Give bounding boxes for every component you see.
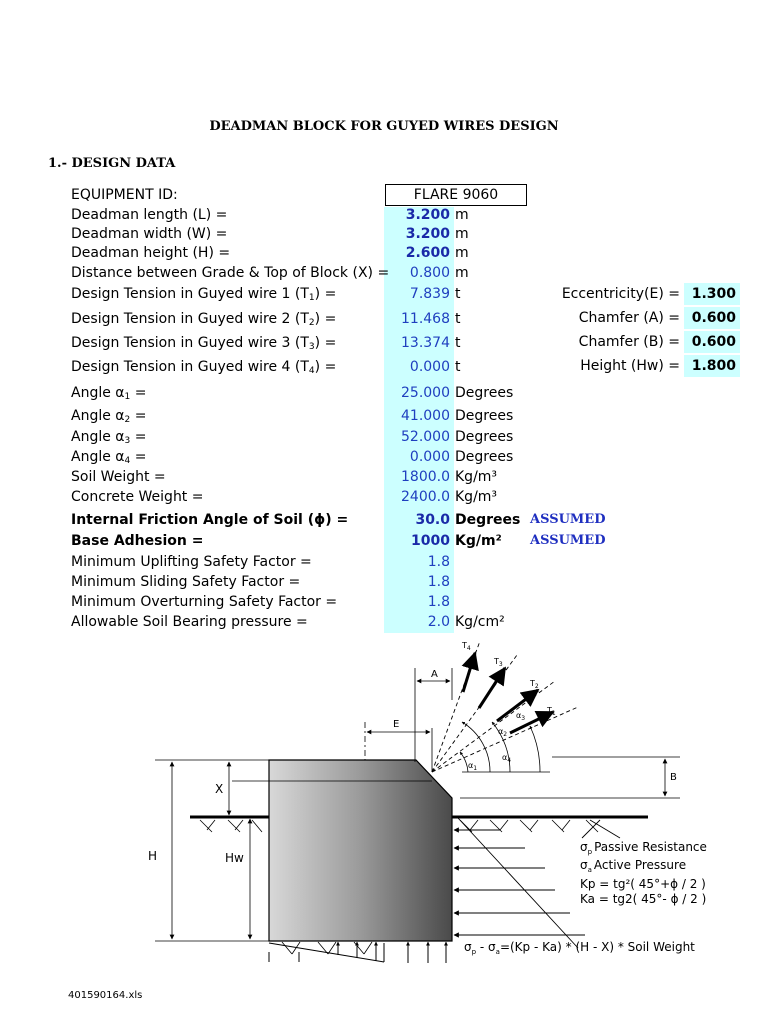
row-value-cell[interactable]: 52.000: [401, 429, 450, 445]
row-label: Minimum Uplifting Safety Factor =: [71, 554, 312, 570]
pressure-formula: $\sigma_p - \sigma_a=(Kp - Ka) * (H - X)$ * Soil Weight: [464, 940, 695, 956]
row-label: Minimum Overturning Safety Factor =: [71, 594, 338, 610]
row-label: Deadman height (H) =: [71, 245, 231, 261]
kp-formula: Kp = tg²( 45°+ϕ / 2 ): [580, 877, 706, 891]
row-unit: Degrees: [455, 512, 521, 528]
right-param-value[interactable]: 1.800: [684, 355, 740, 377]
label-alpha2: $\alpha_2$: [498, 727, 508, 738]
row-label: Internal Friction Angle of Soil (ϕ) =: [71, 512, 349, 528]
row-label: Deadman length (L) =: [71, 207, 228, 223]
row-value-cell[interactable]: 3.200: [405, 226, 450, 242]
row-unit: m: [455, 245, 469, 261]
row-value-cell[interactable]: 0.800: [409, 265, 450, 281]
row-value-cell[interactable]: 41.000: [401, 408, 450, 424]
row-value-cell[interactable]: 7.839: [409, 286, 450, 302]
row-value-cell[interactable]: 25.000: [401, 385, 450, 401]
row-unit: Degrees: [455, 449, 514, 465]
design-row: [0, 406, 768, 426]
label-a: A: [431, 669, 438, 680]
row-value-cell[interactable]: 2400.0: [401, 489, 450, 505]
row-label: Angle $\alpha_3$ =: [71, 429, 147, 446]
row-label: Angle $\alpha_2$ =: [71, 408, 147, 425]
row-value-cell[interactable]: 2.0: [427, 614, 450, 630]
row-unit: Degrees: [455, 429, 514, 445]
design-row: [0, 612, 768, 632]
row-unit: t: [455, 335, 461, 351]
row-value-cell[interactable]: 2.600: [405, 245, 450, 261]
label-t3: $T_3$: [494, 657, 503, 668]
row-unit: m: [455, 207, 469, 223]
row-label: Angle $\alpha_4$ =: [71, 449, 147, 466]
deadman-diagram: [0, 630, 768, 980]
equipment-label: EQUIPMENT ID:: [71, 187, 178, 203]
row-label: Angle $\alpha_1$ =: [71, 385, 147, 402]
passive-resistance-label: $\sigma_p$ Passive Resistance: [580, 840, 707, 856]
row-value-cell[interactable]: 3.200: [405, 207, 450, 223]
label-alpha1: $\alpha_1$: [468, 761, 478, 772]
right-param-label: Height (Hw) =: [580, 358, 680, 374]
label-e: E: [393, 719, 400, 730]
design-row: [0, 467, 768, 487]
design-row: [0, 447, 768, 467]
label-t1: $T_1$: [547, 706, 556, 717]
deadman-block: [269, 760, 452, 941]
design-row: [0, 592, 768, 612]
design-row: [0, 263, 768, 283]
ka-formula: Ka = tg2( 45°- ϕ / 2 ): [580, 892, 707, 906]
row-label: Design Tension in Guyed wire 3 $(T_3)$ =: [71, 335, 337, 352]
right-param-label: Eccentricity(E) =: [561, 286, 680, 302]
row-unit: t: [455, 311, 461, 327]
row-label: Base Adhesion =: [71, 533, 204, 549]
row-label: Minimum Sliding Safety Factor =: [71, 574, 301, 590]
right-param-value[interactable]: 0.600: [684, 331, 740, 353]
page-title: DEADMAN BLOCK FOR GUYED WIRES DESIGN: [209, 119, 559, 134]
row-label: Deadman width (W) =: [71, 226, 228, 242]
row-label: Design Tension in Guyed wire 2 $(T_2)$ =: [71, 311, 337, 328]
label-alpha4: $\alpha_4$: [502, 753, 512, 764]
row-value-cell[interactable]: 30.0: [415, 512, 450, 528]
row-unit: m: [455, 265, 469, 281]
assumed-note: ASSUMED: [530, 533, 606, 548]
equipment-id-field[interactable]: FLARE 9060: [385, 184, 527, 206]
right-param-value[interactable]: 0.600: [684, 307, 740, 329]
base-pressure-arrows: [269, 942, 446, 963]
row-unit: Kg/m²: [455, 533, 502, 549]
design-row: [0, 552, 768, 572]
design-row: [0, 531, 768, 551]
row-label: Design Tension in Guyed wire 1 $(T_1)$ =: [71, 286, 337, 303]
active-pressure-label: $\sigma_a$ Active Pressure: [580, 858, 687, 874]
row-unit: Kg/cm²: [455, 614, 505, 630]
design-row: [0, 205, 768, 225]
right-param-value[interactable]: 1.300: [684, 283, 740, 305]
row-value-cell[interactable]: 1800.0: [401, 469, 450, 485]
row-label: Design Tension in Guyed wire 4 $(T_4)$ =: [71, 359, 337, 376]
design-row: [0, 572, 768, 592]
assumed-note: ASSUMED: [530, 512, 606, 527]
right-param-label: Chamfer (B) =: [578, 334, 680, 350]
row-label: Distance between Grade & Top of Block (X) =: [71, 265, 390, 281]
design-row: [0, 427, 768, 447]
row-unit: t: [455, 286, 461, 302]
label-alpha3: $\alpha_3$: [516, 711, 526, 722]
row-label: Concrete Weight =: [71, 489, 204, 505]
row-value-cell[interactable]: 0.000: [409, 449, 450, 465]
row-unit: Degrees: [455, 408, 514, 424]
label-h: H: [148, 849, 158, 863]
row-label: Allowable Soil Bearing pressure =: [71, 614, 308, 630]
label-hw: Hw: [225, 851, 244, 865]
row-value-cell[interactable]: 1.8: [427, 594, 450, 610]
label-b: B: [670, 772, 677, 783]
row-unit: t: [455, 359, 461, 375]
design-row: [0, 510, 768, 530]
row-unit: Kg/m³: [455, 489, 498, 505]
right-param-label: Chamfer (A) =: [578, 310, 680, 326]
row-value-cell[interactable]: 1.8: [427, 574, 450, 590]
row-unit: Degrees: [455, 385, 514, 401]
label-t4: $T_4$: [462, 641, 471, 652]
row-unit: Kg/m³: [455, 469, 498, 485]
row-value-cell[interactable]: 1.8: [427, 554, 450, 570]
row-label: Soil Weight =: [71, 469, 166, 485]
equipment-row: [0, 185, 768, 205]
section-heading: 1.- DESIGN DATA: [48, 156, 176, 171]
row-value-cell[interactable]: 11.468: [401, 311, 450, 327]
label-x: X: [215, 782, 224, 796]
file-name-footer: 401590164.xls: [68, 990, 143, 1001]
row-unit: m: [455, 226, 469, 242]
row-value-cell[interactable]: 1000: [411, 533, 450, 549]
label-t2: $T_2$: [530, 679, 539, 690]
design-row: [0, 243, 768, 263]
design-row: [0, 487, 768, 507]
design-row: [0, 224, 768, 244]
design-row: [0, 383, 768, 403]
row-value-cell[interactable]: 0.000: [409, 359, 450, 375]
row-value-cell[interactable]: 13.374: [401, 335, 450, 351]
